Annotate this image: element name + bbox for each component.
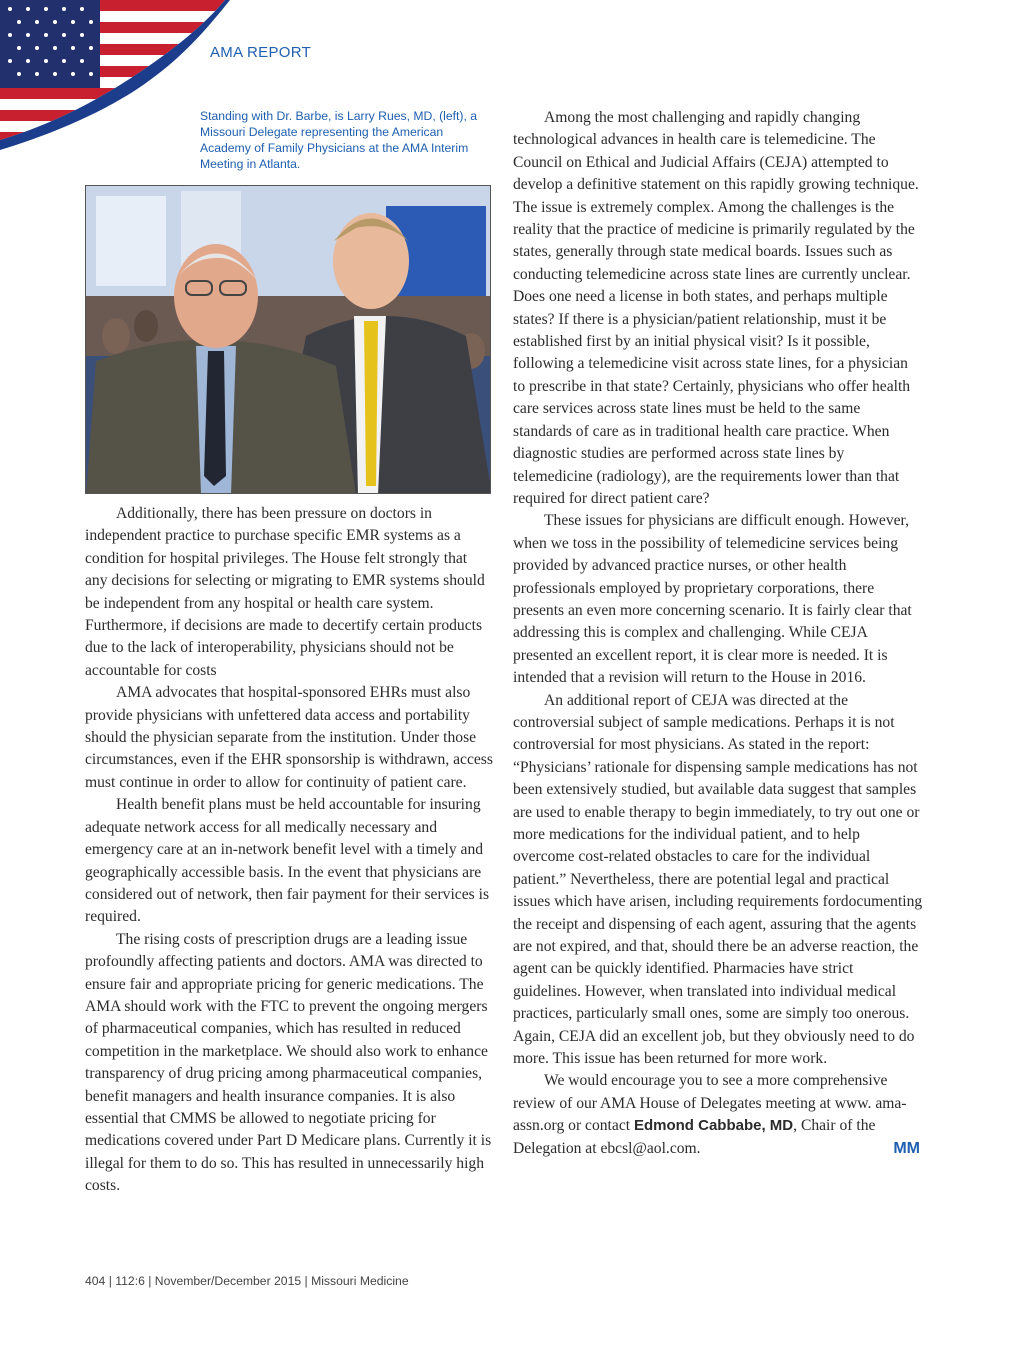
closing-paragraph	[513, 1070, 923, 1160]
paragraph: An additional report of CEJA was directed at the controversial subject of sample medications. Perhaps it is not controversial for most physicians. As stated in the report: “Physicians’ rationale for dispensing sample medications has not been extensively studied, but available data suggest that samples are used to enable therapy to begin immediately, to try out one or more medications for the individual patient, and to help overcome cost-related obstacles to care for the individual patient.” Nevertheless, there are potential legal and practical issues which have arisen, including requirements fordocumenting the receipt and dispensing of each agent, assuring that the agents are not expired, and that, should there be an adverse reaction, the agent can be quickly identified. Pharmacies have strict guidelines. However, when translated into individual medical practices, particularly small ones, some are simply too onerous. Again, CEJA did an excellent job, but they obviously need to do more. This issue has been returned for more work.	[513, 691, 923, 1068]
paragraph: These issues for physicians are difficult enough. However, when we toss in the possibility of telemedicine services being provided by advanced practice nurses, or other health professionals employed by proprietary corporations, there presents an even more concerning scenario. It is fairly clear that addressing this is complex and challenging. While CEJA presented an excellent report, it is clear more is needed. It is intended that a revision will return to the House in 2016.	[513, 512, 912, 687]
paragraph: AMA advocates that hospital-sponsored EHRs must also provide physicians with unfettered data access and portability should the physician separate from the institution. Under those circumstances, even if the EHR sponsorship is withdrawn, access must continue in order to allow for continuity of patient care.	[85, 684, 493, 791]
closing-text-end: , Chair of the Delegation at ebcsl@aol.com.	[513, 1117, 876, 1157]
american-flag-corner	[0, 0, 230, 150]
end-mark: MM	[893, 1139, 920, 1157]
section-label: AMA REPORT	[210, 44, 312, 61]
paragraph: Health benefit plans must be held accountable for insuring adequate network access for all medically necessary and emergency care at an in-network benefit level with a timely and geographically accessible basis. In the event that physicians are considered out of network, then fair payment for their services is required.	[85, 796, 490, 926]
meeting-photo	[85, 185, 491, 494]
photo-caption: Standing with Dr. Barbe, is Larry Rues, MD, (left), a Missouri Delegate representing the American Academy of Family Physicians at the AMA Interim Meeting in Atlanta.	[200, 109, 478, 171]
contact-name: Edmond Cabbabe, MD	[633, 1117, 794, 1135]
page-footer: 404 | 112:6 | November/December 2015 | Missouri Medicine	[85, 1274, 409, 1288]
paragraph: Additionally, there has been pressure on doctors in independent practice to purchase specific EMR systems as a condition for hospital privileges. The House felt strongly that any decisions for selecting or migrating to EMR systems should be independent from any hospital or health care system. Furthermore, if decisions are made to decertify certain products due to the lack of interoperability, physicians should not be accountable for costs	[85, 505, 485, 679]
paragraph: The rising costs of prescription drugs are a leading issue profoundly affecting patients and doctors. AMA was directed to ensure fair and appropriate pricing for generic medications. The AMA should work with the FTC to prevent the ongoing mergers of pharmaceutical companies, which has resulted in reduced competition in the marketplace. We should also work to enhance transparency of drug pricing among pharmaceutical companies, benefit managers and health insurance companies. It is also essential that CMMS be allowed to negotiate pricing for medications covered under Part D Medicare plans. Currently it is illegal for them to do so. This has resulted in unnecessarily high costs.	[85, 930, 492, 1195]
right-column	[513, 107, 923, 1160]
closing-text: We would encourage you to see a more comprehensive review of our AMA House of Delegates meeting at www. ama-assn.org or contact	[513, 1072, 907, 1135]
left-column	[85, 503, 493, 1198]
paragraph: Among the most challenging and rapidly changing technological advances in health care is telemedicine. The Council on Ethical and Judicial Affairs (CEJA) attempted to develop a definitive statement on this rapidly growing technique. The issue is extremely complex. Among the challenges is the reality that the practice of medicine is primarily regulated by the states, generally through state medical boards. Issues such as conducting telemedicine across state lines are currently unclear. Does one need a license in both states, and perhaps multiple states? If there is a physician/patient relationship, must it be established first by an initial physical visit? Is it possible, following a telemedicine visit across state lines, for a physician to prescribe in that state? Certainly, physicians who offer health care services across state lines must be held to the same standards of care as in traditional health care practice. When diagnostic studies are performed across state lines by telemedicine (radiology), are the requirements lower than that required for direct patient care?	[513, 109, 919, 507]
